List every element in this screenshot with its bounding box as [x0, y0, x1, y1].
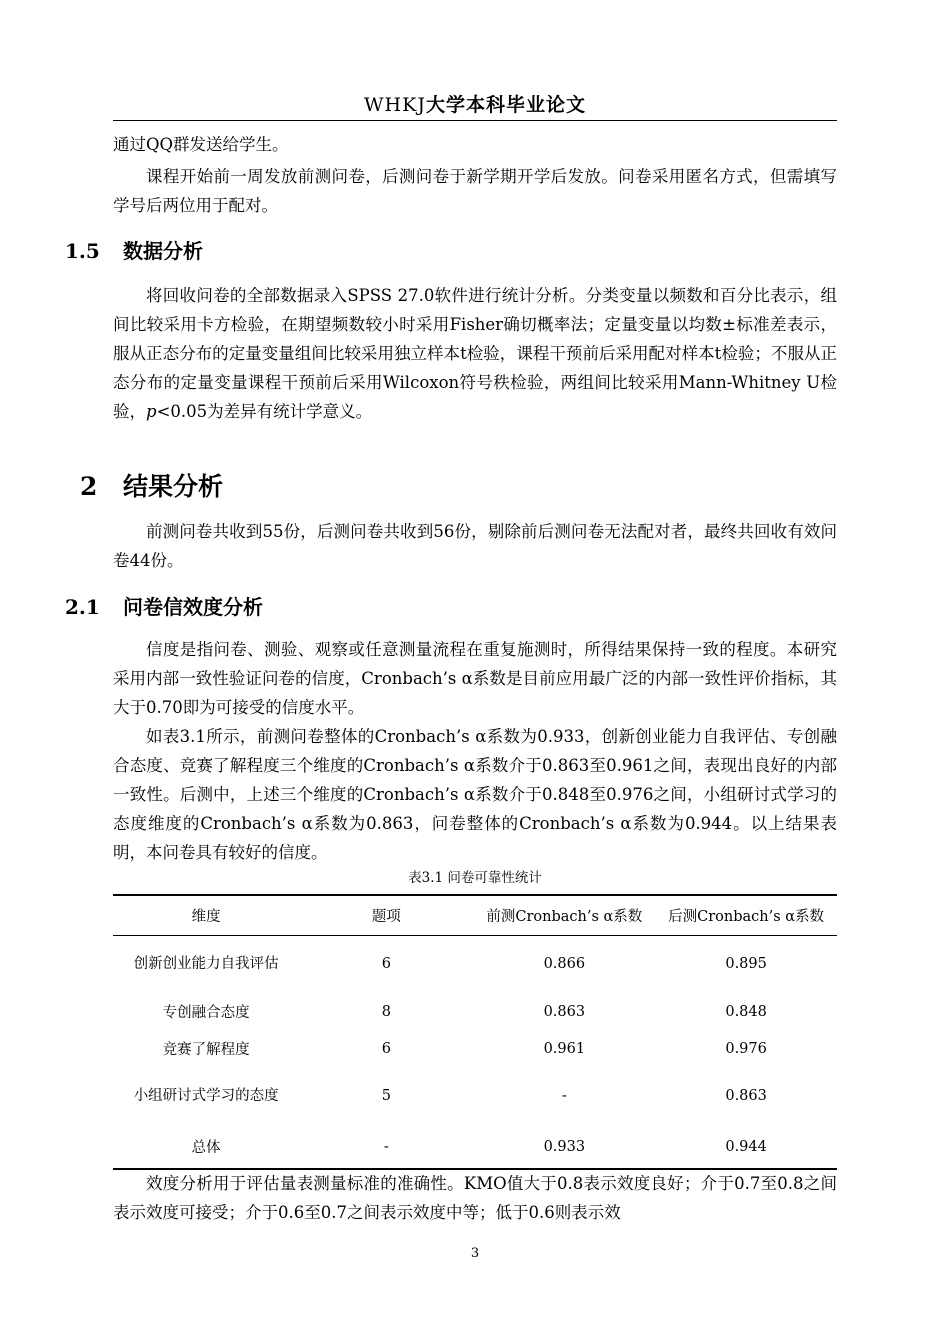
table-cell [113, 935, 299, 993]
section-title: 问卷信效度分析 [123, 595, 263, 619]
table-cell: 0.944 [655, 1125, 837, 1169]
table-cell: 专创融合态度 [162, 1005, 250, 1021]
paragraph-survey-timing: 课程开始前一周发放前测问卷，后测问卷于新学期开学后发放。问卷采用匿名方式，但需填写学号后两位用于配对。 [113, 167, 837, 215]
column-header: 题项 [299, 895, 473, 935]
section-number: 2.1 [65, 595, 100, 619]
column-header: 维度 [113, 895, 299, 935]
dimension-name: 小组研讨式学习的态度 [133, 1087, 279, 1104]
table-cell: 6 [381, 956, 391, 973]
table-cell: 0.933 [473, 1125, 655, 1169]
table-cell: 5 [381, 1088, 391, 1104]
table-row [113, 1067, 837, 1125]
chapter-number: 2 [80, 472, 98, 501]
text-segment: <0.05为差异有统计学意义。 [156, 402, 373, 421]
reliability-table [113, 894, 837, 1170]
table-row [113, 1030, 837, 1067]
section-number: 1.5 [65, 239, 100, 263]
table-row [113, 993, 837, 1030]
section-title: 数据分析 [123, 239, 203, 263]
page-header [113, 90, 837, 121]
paragraph-validity: 效度分析用于评估量表测量标准的准确性。KMO值大于0.8表示效度良好；介于0.7至0.8之间表示效度可接受；介于0.6至0.7之间表示效度中等；低于0.6则表示效 [113, 1174, 837, 1222]
table-cell: 6 [381, 1040, 391, 1057]
table-cell: 0.848 [725, 1003, 767, 1020]
table-cell [113, 1067, 299, 1125]
table-row [113, 1125, 837, 1169]
section-heading-2-1 [65, 592, 263, 622]
chapter-title: 结果分析 [123, 472, 224, 501]
table-cell: 8 [381, 1003, 391, 1020]
paragraph-data-analysis [113, 281, 837, 426]
table-cell: 0.976 [725, 1040, 767, 1057]
section-heading-1-5 [65, 236, 203, 266]
p-value-symbol: p [146, 402, 157, 421]
header-prefix: WHKJ [364, 94, 426, 116]
table-header-row [113, 895, 837, 935]
table-row [113, 935, 837, 993]
table-cell: 总体 [113, 1125, 299, 1169]
paragraph-continuation: 通过QQ群发送给学生。 [113, 135, 289, 154]
dimension-name: 创新创业能力自我评估 [133, 955, 279, 972]
table-cell: - [561, 1088, 567, 1104]
paragraph-reliability-definition: 信度是指问卷、测验、观察或任意测量流程在重复施测时，所得结果保持一致的程度。本研究采用内部一致性验证问卷的信度，Cronbach’s α系数是目前应用最广泛的内部一致性评价指标，其大于0.70即为可接受的信度水平。 [113, 640, 837, 717]
table-cell: 0.863 [543, 1003, 586, 1020]
text-segment: 将回收问卷的全部数据录入SPSS 27.0软件进行统计分析。分类变量以频数和百分比表示，组间比较采用卡方检验，在期望频数较小时采用Fisher确切概率法；定量变量以均数±标准差表示，服从正态分布的定量变量组间比较采用独立样本t检验，课程干预前后采用配对样本t检验；不服从正态分布的定量变量课程干预前后采用Wilcoxon符号秩检验，两组间比较采用Mann-Whitney U检验， [113, 286, 837, 421]
table-cell: 竞赛了解程度 [162, 1042, 250, 1058]
column-header: 后测Cronbach’s α系数 [655, 895, 837, 935]
table-caption: 表3.1 问卷可靠性统计 [408, 870, 542, 886]
paragraph-survey-count: 前测问卷共收到55份，后测问卷共收到56份，剔除前后测问卷无法配对者，最终共回收有效问卷44份。 [113, 522, 837, 570]
table-cell: 0.895 [725, 956, 767, 973]
header-title: 大学本科毕业论文 [425, 94, 586, 116]
table-cell: - [299, 1125, 473, 1169]
table-cell: 0.866 [543, 956, 586, 973]
chapter-heading-2 [80, 469, 223, 505]
page-number: 3 [470, 1246, 480, 1261]
paragraph-reliability-results: 如表3.1所示，前测问卷整体的Cronbach’s α系数为0.933，创新创业能力自我评估、专创融合态度、竞赛了解程度三个维度的Cronbach’s α系数介于0.863至0.961之间，表现出良好的内部一致性。后测中，上述三个维度的Cronbach’s α系数介于0.848至0.976之间，小组研讨式学习的态度维度的Cronbach’s α系数为0.863，问卷整体的Cronbach’s α系数为0.944。以上结果表明，本问卷具有较好的信度。 [113, 727, 837, 862]
table-cell: 0.961 [543, 1040, 586, 1057]
table-cell: 0.863 [725, 1088, 767, 1104]
column-header: 前测Cronbach’s α系数 [473, 895, 655, 935]
